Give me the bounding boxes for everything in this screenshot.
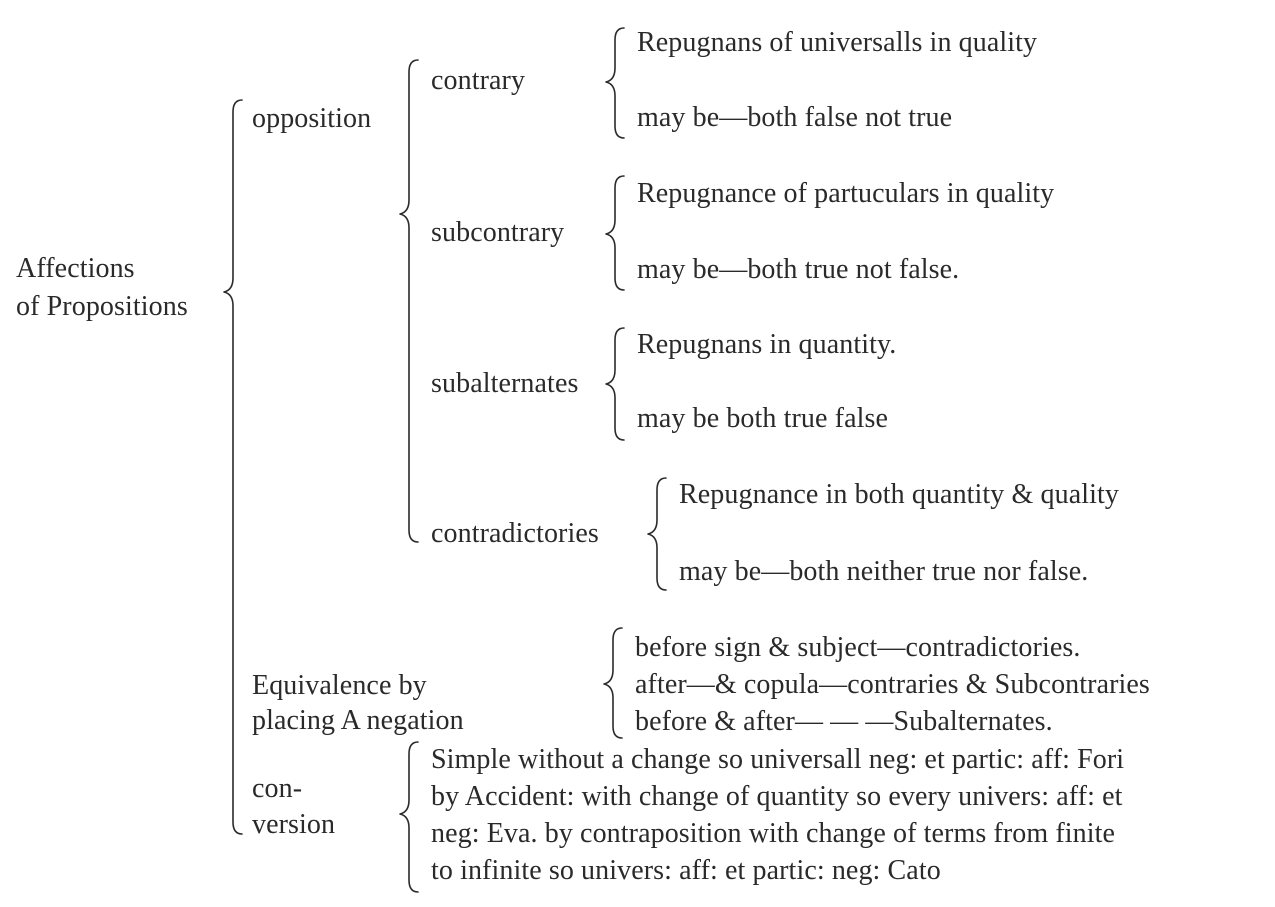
contradictories-brace <box>648 478 666 590</box>
equivalence-brace <box>604 628 622 738</box>
subalternates-item-1: Repugnans in quantity. <box>637 329 897 360</box>
contrary-item-1: Repugnans of universalls in quality <box>637 27 1038 58</box>
opposition-label: opposition <box>252 103 372 134</box>
conversion-brace <box>400 742 418 892</box>
equivalence-item-1: before sign & subject—contradictories. <box>635 632 1081 663</box>
subcontrary-label: subcontrary <box>431 217 565 248</box>
equivalence-label-line2: placing A negation <box>252 705 464 736</box>
conversion-label-line1: con- <box>252 773 303 804</box>
conversion-item-3: neg: Eva. by contraposition with change of terms from finite <box>431 818 1116 849</box>
root-brace <box>224 100 242 834</box>
contrary-brace <box>606 28 624 138</box>
subcontrary-item-2: may be—both true not false. <box>637 254 960 285</box>
contradictories-item-2: may be—both neither true nor false. <box>679 556 1089 587</box>
subalternates-brace <box>606 328 624 440</box>
contrary-label: contrary <box>431 65 526 96</box>
contradictories-label: contradictories <box>431 518 599 549</box>
subcontrary-brace <box>606 176 624 290</box>
contradictories-item-1: Repugnance in both quantity & quality <box>679 479 1119 510</box>
conversion-item-4: to infinite so univers: aff: et partic: neg: Cato <box>431 855 941 886</box>
conversion-item-2: by Accident: with change of quantity so every univers: aff: et <box>431 781 1123 812</box>
equivalence-item-3: before & after— — —Subalternates. <box>635 706 1053 737</box>
subcontrary-item-1: Repugnance of partuculars in quality <box>637 178 1055 209</box>
root-label-line1: Affections <box>16 253 135 284</box>
conversion-label-line2: version <box>252 809 336 840</box>
subalternates-label: subalternates <box>431 368 579 399</box>
equivalence-label-line1: Equivalence by <box>252 670 427 701</box>
equivalence-item-2: after—& copula—contraries & Subcontraries <box>635 669 1150 700</box>
conversion-item-1: Simple without a change so universall neg: et partic: aff: Fori <box>431 744 1125 775</box>
root-label-line2: of Propositions <box>16 291 188 322</box>
contrary-item-2: may be—both false not true <box>637 102 953 133</box>
subalternates-item-2: may be both true false <box>637 403 889 434</box>
opposition-brace <box>400 60 418 542</box>
